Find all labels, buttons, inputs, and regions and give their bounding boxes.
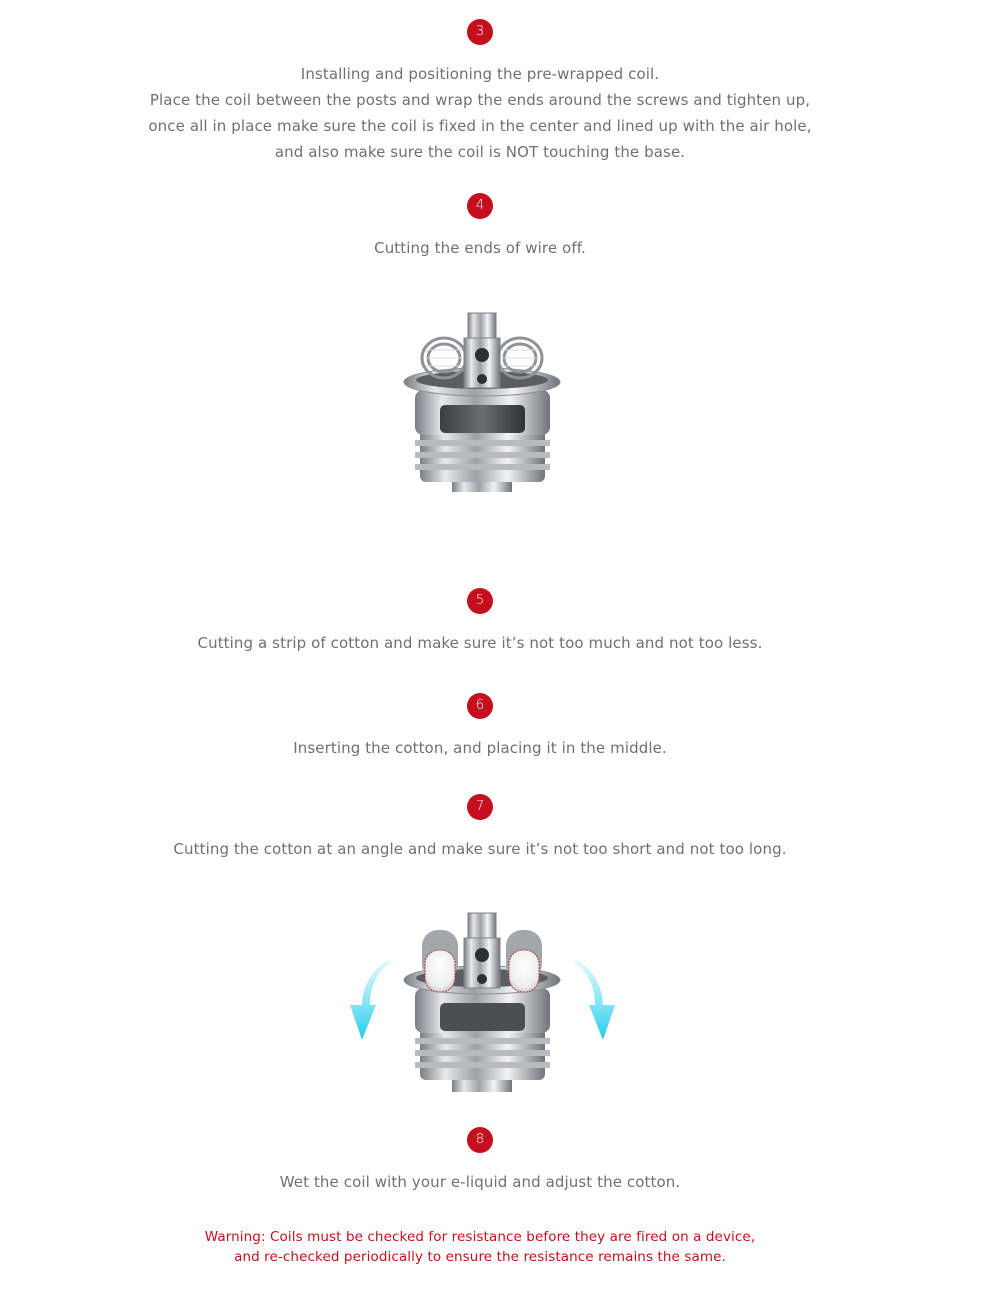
step-6-line-1: Inserting the cotton, and placing it in the middle. xyxy=(293,739,667,757)
warning-line-1: Warning: Coils must be checked for resistance before they are fired on a device, xyxy=(204,1229,756,1245)
warning-text xyxy=(0,1227,960,1267)
step-number-badge: 5 xyxy=(467,588,493,614)
step-number-badge: 4 xyxy=(467,193,493,219)
step-3-line-3: once all in place make sure the coil is fixed in the center and lined up with the air hole, xyxy=(148,117,812,135)
step-8-line-1: Wet the coil with your e-liquid and adjust the cotton. xyxy=(279,1173,681,1191)
step-number-badge: 6 xyxy=(467,693,493,719)
step-number-badge: 3 xyxy=(467,19,493,45)
step-3-line-2: Place the coil between the posts and wrap the ends around the screws and tighten up, xyxy=(149,91,811,109)
step-4-line-1: Cutting the ends of wire off. xyxy=(374,239,586,257)
step-7-line-1: Cutting the cotton at an angle and make sure it’s not too short and not too long. xyxy=(173,840,787,858)
warning-line-2: and re-checked periodically to ensure the resistance remains the same. xyxy=(234,1249,726,1265)
coil-deck-cotton-image xyxy=(340,910,625,1095)
arrow-down-right-icon xyxy=(573,960,615,1040)
step-8-text xyxy=(0,1169,960,1195)
rba-coil-deck-illustration xyxy=(400,310,565,495)
rba-coil-deck-cotton-illustration xyxy=(340,910,625,1095)
step-5-text xyxy=(0,630,960,656)
step-4-text xyxy=(0,235,960,261)
step-3-line-1: Installing and positioning the pre-wrapped coil. xyxy=(300,65,660,83)
step-6-text xyxy=(0,735,960,761)
step-3-line-4: and also make sure the coil is NOT touching the base. xyxy=(274,143,686,161)
step-number-badge: 8 xyxy=(467,1127,493,1153)
step-number-badge: 7 xyxy=(467,794,493,820)
arrow-down-left-icon xyxy=(350,960,392,1040)
coil-deck-image xyxy=(400,310,565,495)
step-3-text xyxy=(0,61,960,165)
step-5-line-1: Cutting a strip of cotton and make sure it’s not too much and not too less. xyxy=(197,634,763,652)
step-7-text xyxy=(0,836,960,862)
